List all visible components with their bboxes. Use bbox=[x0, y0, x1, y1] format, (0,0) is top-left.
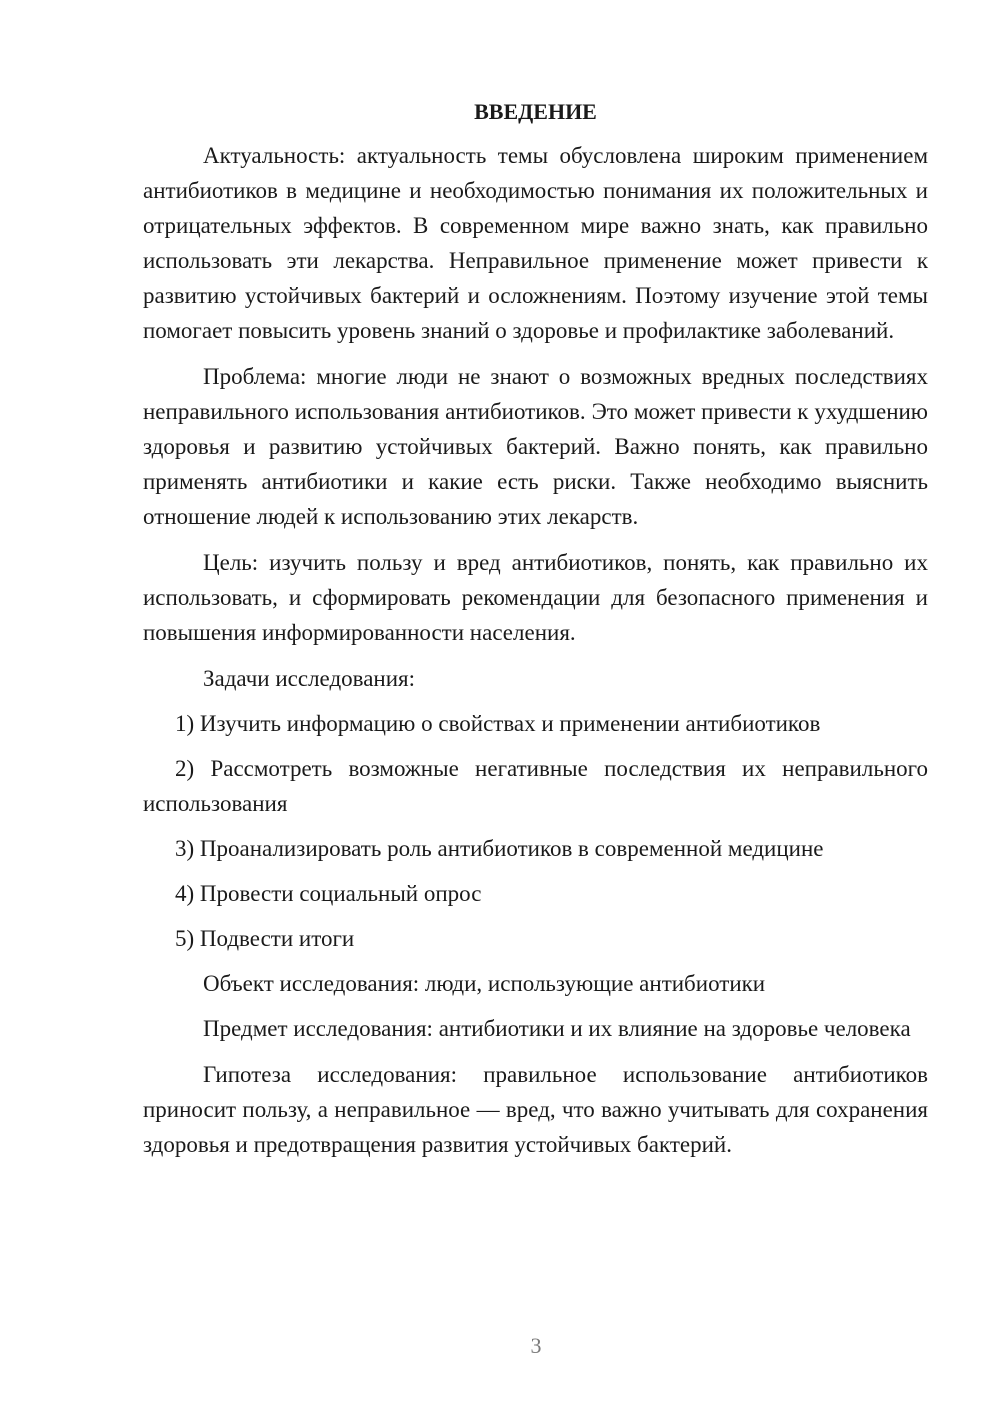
tasks-heading: Задачи исследования: bbox=[203, 666, 416, 691]
page-title: ВВЕДЕНИЕ bbox=[474, 99, 597, 124]
task-item: 5) Подвести итоги bbox=[175, 926, 355, 951]
task-item: 4) Провести социальный опрос bbox=[175, 881, 482, 906]
problem-paragraph: Проблема: многие люди не знают о возможных вредных последствиях неправильного использования антибиотиков. Это может привести к ухудшению здоровья и развитию устойчивых бактерий. Важно понять, как правильно применять антибиотики и какие есть риски. Также необходимо выяснить отношение людей к использованию этих лекарств. bbox=[143, 364, 928, 529]
page-number: 3 bbox=[530, 1333, 542, 1358]
task-item: 1) Изучить информацию о свойствах и применении антибиотиков bbox=[175, 711, 821, 736]
document-body bbox=[143, 94, 928, 1173]
subject-paragraph: Предмет исследования: антибиотики и их влияние на здоровье человека bbox=[203, 1016, 911, 1041]
hypothesis-paragraph: Гипотеза исследования: правильное использование антибиотиков приносит пользу, а неправильное — вред, что важно учитывать для сохранения здоровья и предотвращения развития устойчивых бактерий. bbox=[143, 1062, 928, 1157]
task-item: 2) Рассмотреть возможные негативные последствия их неправильного использования bbox=[143, 756, 928, 816]
task-item: 3) Проанализировать роль антибиотиков в современной медицине bbox=[175, 836, 824, 861]
relevance-paragraph: Актуальность: актуальность темы обусловлена широким применением антибиотиков в медицине и необходимостью понимания их положительных и отрицательных эффектов. В современном мире важно знать, как правильно использовать эти лекарства. Неправильное применение может привести к развитию устойчивых бактерий и осложнениям. Поэтому изучение этой темы помогает повысить уровень знаний о здоровье и профилактике заболеваний. bbox=[143, 143, 928, 343]
object-paragraph: Объект исследования: люди, использующие антибиотики bbox=[203, 971, 766, 996]
goal-paragraph: Цель: изучить пользу и вред антибиотиков, понять, как правильно их использовать, и сформировать рекомендации для безопасного применения и повышения информированности населения. bbox=[143, 550, 928, 645]
